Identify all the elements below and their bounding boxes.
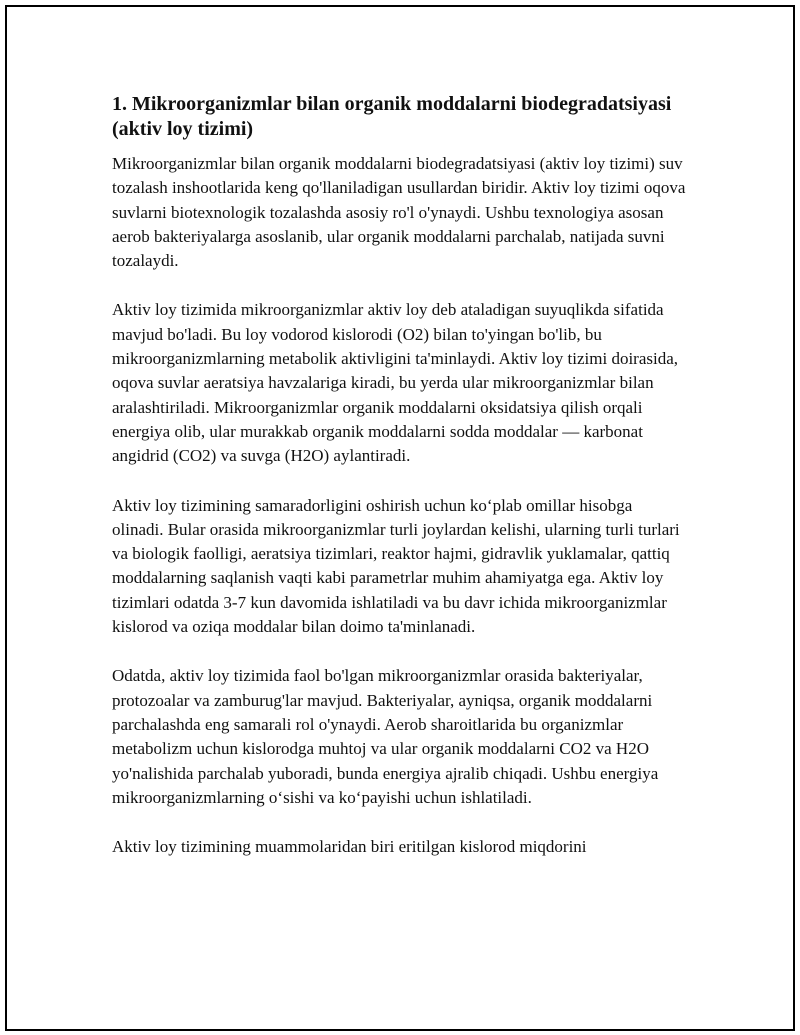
section-heading: 1. Mikroorganizmlar bilan organik moddalarni biodegradatsiyasi (aktiv loy tizimi) [112, 93, 672, 140]
document-body [112, 92, 686, 884]
paragraph-problems: Aktiv loy tizimining muammolaridan biri eritilgan kislorod miqdorini [112, 837, 587, 857]
paragraph-process: Aktiv loy tizimida mikroorganizmlar aktiv loy deb ataladigan suyuqlikda sifatida mavjud bo'ladi. Bu loy vodorod kislorodi (O2) bilan to'yingan bo'lib, bu mikroorganizmlarning metabolik aktivligini ta'minlaydi. Aktiv loy tizimi doirasida, oqova suvlar aeratsiya havzalariga kiradi, bu yerda ular mikroorganizmlar bilan aralashtiriladi. Mikroorganizmlar organik moddalarni oksidatsiya qilish orqali energiya olib, ular murakkab organik moddalarni sodda moddalar — karbonat angidrid (CO2) va suvga (H2O) aylantiradi. [112, 300, 679, 466]
paragraph-intro: Mikroorganizmlar bilan organik moddalarni biodegradatsiyasi (aktiv loy tizimi) suv tozalash inshootlarida keng qo'llaniladigan usullardan biridir. Aktiv loy tizimi oqova suvlarni biotexnologik tozalashda asosiy ro'l o'ynaydi. Ushbu texnologiya asosan aerob bakteriyalarga asoslanib, ular organik moddalarni parchalab, natijada suvni tozalaydi. [112, 154, 686, 271]
paragraph-organisms: Odatda, aktiv loy tizimida faol bo'lgan mikroorganizmlar orasida bakteriyalar, protozoalar va zamburug'lar mavjud. Bakteriyalar, ayniqsa, organik moddalarni parchalashda eng samarali rol o'ynaydi. Aerob sharoitlarida bu organizmlar metabolizm uchun kislorodga muhtoj va ular organik moddalarni CO2 va H2O yo'nalishida parchalab yuboradi, bunda energiya ajralib chiqadi. Ushbu energiya mikroorganizmlarning o‘sishi va ko‘payishi uchun ishlatiladi. [112, 666, 659, 807]
paragraph-efficiency: Aktiv loy tizimining samaradorligini oshirish uchun ko‘plab omillar hisobga olinadi. Bular orasida mikroorganizmlar turli joylardan kelishi, ularning turli turlari va biologik faolligi, aeratsiya tizimlari, reaktor hajmi, gidravlik yuklamalar, qattiq moddalarning saqlanish vaqti kabi parametrlar muhim ahamiyatga ega. Aktiv loy tizimlari odatda 3-7 kun davomida ishlatiladi va bu davr ichida mikroorganizmlar kislorod va oziqa moddalar bilan doimo ta'minlanadi. [112, 495, 680, 637]
